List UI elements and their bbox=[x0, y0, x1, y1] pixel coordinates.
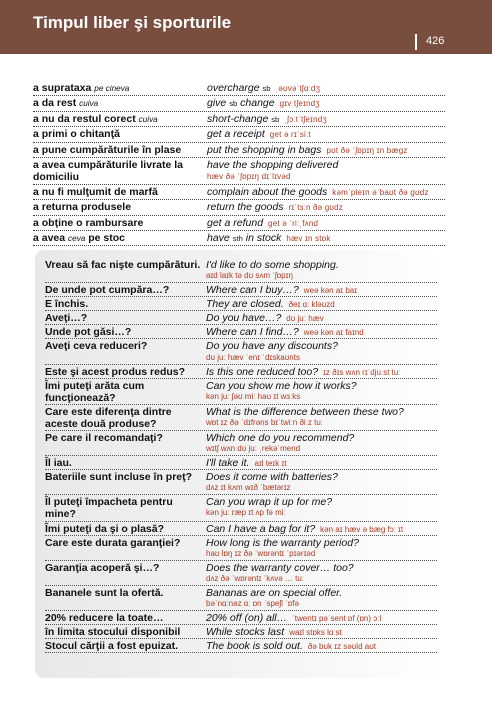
vocab-row bbox=[33, 127, 445, 142]
vocab-romanian bbox=[33, 159, 207, 184]
phrases-panel bbox=[35, 250, 445, 678]
phrase-english bbox=[206, 405, 437, 429]
phrase-english bbox=[206, 297, 437, 310]
vocab-phonetic: get ə rɪˈsiːt bbox=[269, 130, 311, 140]
phrase-english bbox=[206, 639, 437, 652]
phrase-phonetic: wɪtʃ wʌn dʊ juː ˌrekəˈmend bbox=[206, 444, 301, 454]
phrase-english-text: Does it come with batteries? bbox=[206, 471, 338, 484]
phrase-english-text: Where can I find…? bbox=[206, 326, 299, 339]
phrase-english-text: 20% off (on) all… bbox=[206, 611, 288, 624]
vocab-english bbox=[207, 113, 445, 126]
phrase-english bbox=[206, 311, 437, 324]
phrase-row bbox=[45, 470, 437, 495]
header-divider bbox=[415, 34, 417, 50]
phrase-phonetic: aɪl teɪk ɪt bbox=[254, 459, 287, 469]
phrase-phonetic: kən juː ræp ɪt ʌp fə miː bbox=[206, 508, 286, 518]
vocab-romanian bbox=[33, 144, 207, 156]
phrase-english-text: How long is the warranty period? bbox=[206, 536, 359, 549]
phrase-row bbox=[45, 379, 437, 405]
vocab-english-term: short-change bbox=[207, 112, 269, 125]
vocab-phonetic: kəmˈpleɪn əˈbaʊt ðə gʊdz bbox=[332, 187, 429, 197]
vocab-row bbox=[33, 81, 445, 96]
vocab-english-note: sb bbox=[271, 114, 280, 124]
vocab-english-term: give bbox=[207, 97, 227, 110]
phrase-phonetic: bəˈnɑːnəz ɑː ɒn ˈspeʃl ˈɒfə bbox=[206, 598, 299, 608]
phrase-english-text: I'd like to do some shopping. bbox=[206, 259, 339, 271]
vocab-english-term: complain about the goods bbox=[207, 185, 328, 198]
section-title: Timpul liber şi sporturile bbox=[33, 13, 232, 32]
phrase-english bbox=[206, 561, 437, 585]
phrase-english bbox=[206, 431, 437, 455]
phrase-english-text: Which one do you recommend? bbox=[206, 432, 355, 445]
phrase-row bbox=[45, 431, 437, 456]
phrase-row bbox=[45, 586, 437, 611]
vocab-phonetic: hæv ɪn stɒk bbox=[286, 234, 331, 244]
phrase-english bbox=[206, 283, 437, 296]
phrase-english bbox=[206, 611, 437, 624]
phrase-english bbox=[206, 379, 437, 403]
vocab-english bbox=[207, 128, 445, 141]
vocab-romanian-term: a obţine o rambursare bbox=[33, 216, 144, 229]
vocab-phonetic: ˌəʊvəˈtʃɑːdʒ bbox=[275, 84, 321, 93]
phrase-phonetic: kən aɪ hæv ə bæg fɔː ɪt bbox=[320, 524, 404, 534]
phrase-romanian: 20% reducere la toate… bbox=[45, 611, 164, 624]
phrase-phonetic: haʊ lɒŋ ɪz ðə ˈwɒrəntɪ ˈpɪərɪəd bbox=[206, 548, 316, 558]
phrase-romanian: Este şi acest produs redus? bbox=[45, 365, 186, 378]
vocab-romanian-term: a nu fi mulţumit de marfă bbox=[33, 185, 158, 198]
phrase-phonetic: aɪd laɪk tə dʊ sʌm ˈʃɒpɪŋ bbox=[206, 271, 293, 281]
phrase-row bbox=[45, 297, 437, 311]
vocab-romanian-term: a suprataxa bbox=[33, 82, 92, 94]
phrase-row bbox=[45, 283, 437, 297]
phrase-english-text: Do you have any discounts? bbox=[206, 340, 338, 353]
phrase-english bbox=[206, 365, 437, 378]
phrase-english bbox=[206, 522, 437, 535]
vocab-romanian bbox=[33, 186, 207, 198]
phrase-row bbox=[45, 611, 437, 625]
phrase-phonetic: ðə bʊk ɪz səʊld aʊt bbox=[307, 642, 376, 652]
phrase-romanian: Garanţia acoperă şi…? bbox=[45, 561, 160, 574]
phrase-phonetic: ɪz ðɪs wʌn rɪˈdjuːst tuː bbox=[323, 367, 401, 377]
vocab-english-term: return the goods bbox=[207, 201, 284, 214]
vocab-english bbox=[207, 82, 445, 95]
phrase-english bbox=[206, 325, 437, 338]
vocab-english-term: get a receipt bbox=[207, 128, 265, 141]
phrase-english-text: Do you have…? bbox=[206, 312, 282, 325]
vocab-english-term: overcharge bbox=[207, 82, 260, 94]
phrase-romanian: Care este durata garanţiei? bbox=[45, 536, 181, 549]
phrase-romanian: în limita stocului disponibil bbox=[45, 625, 181, 638]
phrase-phonetic: kən juː ʃəʊ miː haʊ ɪt wɜːks bbox=[206, 391, 301, 401]
phrase-english-text: Where can I buy…? bbox=[206, 284, 299, 297]
phrase-english bbox=[206, 456, 437, 469]
vocab-romanian-term: a da rest bbox=[33, 97, 77, 110]
phrase-english-text: They are closed. bbox=[206, 298, 284, 311]
phrase-romanian: Bateriile sunt incluse în preţ? bbox=[45, 471, 193, 484]
phrase-english bbox=[206, 339, 437, 363]
vocab-romanian-term: a avea cumpărăturile livrate la domiciliu bbox=[33, 159, 183, 184]
vocab-row bbox=[33, 143, 445, 158]
vocab-romanian bbox=[33, 217, 207, 229]
vocabulary-list bbox=[33, 81, 445, 246]
phrase-phonetic: dʊ juː hæv ˈenɪ ˈdɪskaʊnts bbox=[206, 352, 300, 362]
phrase-romanian: E închis. bbox=[45, 298, 89, 311]
phrase-row bbox=[45, 639, 437, 653]
phrase-row bbox=[45, 522, 437, 536]
vocab-row bbox=[33, 158, 445, 185]
phrase-phonetic: dʌz ɪt kʌm wɪð ˈbætərɪz bbox=[206, 483, 291, 493]
phrase-english bbox=[206, 536, 437, 560]
phrase-phonetic: waɪl stɒks lɑːst bbox=[289, 627, 342, 637]
phrase-row bbox=[45, 339, 437, 364]
phrase-phonetic: weə kən aɪ baɪ bbox=[303, 286, 358, 296]
phrase-english bbox=[206, 258, 437, 282]
vocab-english-note: sb bbox=[262, 84, 271, 93]
phrase-row bbox=[45, 495, 437, 521]
phrase-romanian: Îl iau. bbox=[45, 457, 72, 470]
phrase-english bbox=[206, 470, 437, 494]
vocab-english bbox=[207, 159, 445, 182]
phrase-phonetic: ˈtwentɪ pəˈsent ɒf (ɒn) ɔːl bbox=[292, 613, 382, 623]
vocab-romanian bbox=[33, 201, 207, 213]
vocab-english bbox=[207, 97, 445, 110]
phrase-phonetic: weə kən aɪ faɪnd bbox=[303, 328, 364, 338]
vocab-english bbox=[207, 232, 445, 245]
vocab-row bbox=[33, 96, 445, 111]
vocab-romanian-term: a returna produsele bbox=[33, 201, 132, 214]
phrase-row bbox=[45, 405, 437, 431]
phrase-english bbox=[206, 495, 437, 519]
phrase-romanian: Vreau să fac nişte cumpărături. bbox=[45, 259, 201, 271]
phrase-english-text: Bananas are on special offer. bbox=[206, 586, 343, 599]
vocab-romanian-note: pe cineva bbox=[94, 84, 130, 93]
vocab-english bbox=[207, 144, 445, 157]
phrase-english-text: Can you wrap it up for me? bbox=[206, 496, 333, 509]
vocab-romanian bbox=[33, 113, 207, 126]
phrase-english bbox=[206, 586, 437, 610]
phrase-row bbox=[45, 325, 437, 339]
vocab-english-tail: change bbox=[240, 97, 275, 110]
phrase-phonetic: dʌz ðə ˈwɒrəntɪ ˈkʌvə … tuː bbox=[206, 573, 304, 583]
vocab-row bbox=[33, 112, 445, 127]
page-header bbox=[0, 0, 492, 54]
phrase-row bbox=[45, 456, 437, 470]
vocab-english-term: have the shopping delivered bbox=[207, 159, 339, 172]
phrase-row bbox=[45, 625, 437, 639]
vocab-english-term: have bbox=[207, 232, 230, 245]
vocab-phonetic: get ə ˈriːˌfʌnd bbox=[268, 218, 319, 228]
phrase-english-text: Is this one reduced too? bbox=[206, 365, 319, 378]
vocab-phonetic: gɪv tʃeɪndʒ bbox=[279, 99, 320, 109]
vocab-phonetic: rɪˈtɜːn ðə gʊdz bbox=[288, 203, 343, 213]
phrase-row bbox=[45, 258, 437, 283]
vocab-english-tail: in stock bbox=[245, 232, 282, 245]
vocab-english bbox=[207, 217, 445, 230]
vocab-phonetic: pʊt ðə ˈʃɒpɪŋ ɪn bægz bbox=[326, 145, 408, 155]
vocab-romanian-term: a nu da restul corect bbox=[33, 112, 136, 125]
vocab-row bbox=[33, 200, 445, 215]
page-number: 426 bbox=[426, 35, 445, 47]
vocab-english-term: put the shopping in bags bbox=[207, 143, 322, 156]
vocab-romanian bbox=[33, 128, 207, 140]
phrase-english-text: Can I have a bag for it? bbox=[206, 522, 316, 535]
phrase-romanian: Aveţi…? bbox=[45, 312, 88, 325]
vocab-romanian-note: ceva bbox=[68, 234, 86, 244]
vocab-english bbox=[207, 186, 445, 199]
phrase-english-text: While stocks last bbox=[206, 625, 285, 638]
phrase-romanian: Bananele sunt la ofertă. bbox=[45, 586, 164, 599]
vocab-english-note: sth bbox=[232, 234, 243, 244]
phrase-phonetic: wɒt ɪz ðə ˈdɪfrəns bɪˈtwiːn ðiːz tuː bbox=[206, 417, 324, 427]
phrase-romanian: Unde pot găsi…? bbox=[45, 326, 132, 339]
phrase-english-text: I'll take it. bbox=[206, 457, 250, 470]
vocab-english bbox=[207, 201, 445, 214]
vocab-romanian-term: a pune cumpărăturile în plase bbox=[33, 143, 182, 156]
phrase-row bbox=[45, 536, 437, 561]
vocab-romanian-note: cuiva bbox=[138, 114, 158, 124]
phrase-romanian: Îl puteţi împacheta pentru mine? bbox=[45, 496, 173, 521]
phrase-english-text: Can you show me how it works? bbox=[206, 379, 357, 392]
vocab-phonetic: ˌʃɔːtˈtʃeɪndʒ bbox=[284, 114, 327, 124]
vocab-english-term: get a refund bbox=[207, 216, 264, 229]
phrase-romanian: Aveţi ceva reduceri? bbox=[45, 340, 148, 353]
phrase-phonetic: dʊ juː hæv bbox=[286, 314, 324, 324]
vocab-romanian bbox=[33, 232, 207, 245]
vocab-romanian-term: a primi o chitanţă bbox=[33, 128, 120, 141]
phrase-phonetic: ðeɪ ɑː kləʊzd bbox=[288, 300, 335, 310]
phrase-romanian: De unde pot cumpăra…? bbox=[45, 284, 170, 297]
phrase-romanian: Stocul cărţii a fost epuizat. bbox=[45, 640, 179, 653]
vocab-phonetic: hæv ðə ˈʃɒpɪŋ dɪˈlɪvəd bbox=[207, 172, 291, 182]
vocab-romanian bbox=[33, 82, 207, 95]
phrase-row bbox=[45, 561, 437, 586]
vocab-row bbox=[33, 216, 445, 231]
vocab-row bbox=[33, 185, 445, 200]
phrase-english-text: Does the warranty cover… too? bbox=[206, 561, 354, 574]
vocab-romanian-term: a avea bbox=[33, 232, 66, 245]
phrase-romanian: Pe care il recomandaţi? bbox=[45, 432, 163, 445]
phrase-row bbox=[45, 311, 437, 325]
vocab-romanian-note: cuiva bbox=[79, 99, 99, 109]
vocab-romanian-tail: pe stoc bbox=[88, 232, 126, 245]
phrase-romanian: Îmi puteţi da şi o plasă? bbox=[45, 522, 165, 535]
phrase-row bbox=[45, 365, 437, 379]
vocab-english-note: sb bbox=[229, 99, 238, 109]
phrase-romanian: Care este diferenţa dintre aceste două produse? bbox=[45, 405, 172, 430]
phrase-english-text: The book is sold out. bbox=[206, 640, 303, 653]
phrase-english-text: What is the difference between these two? bbox=[206, 405, 404, 418]
phrase-romanian: Îmi puteţi arăta cum funcţionează? bbox=[45, 379, 145, 404]
vocab-row bbox=[33, 231, 445, 246]
phrases-list bbox=[45, 258, 437, 653]
phrase-english bbox=[206, 625, 437, 638]
vocab-romanian bbox=[33, 97, 207, 110]
